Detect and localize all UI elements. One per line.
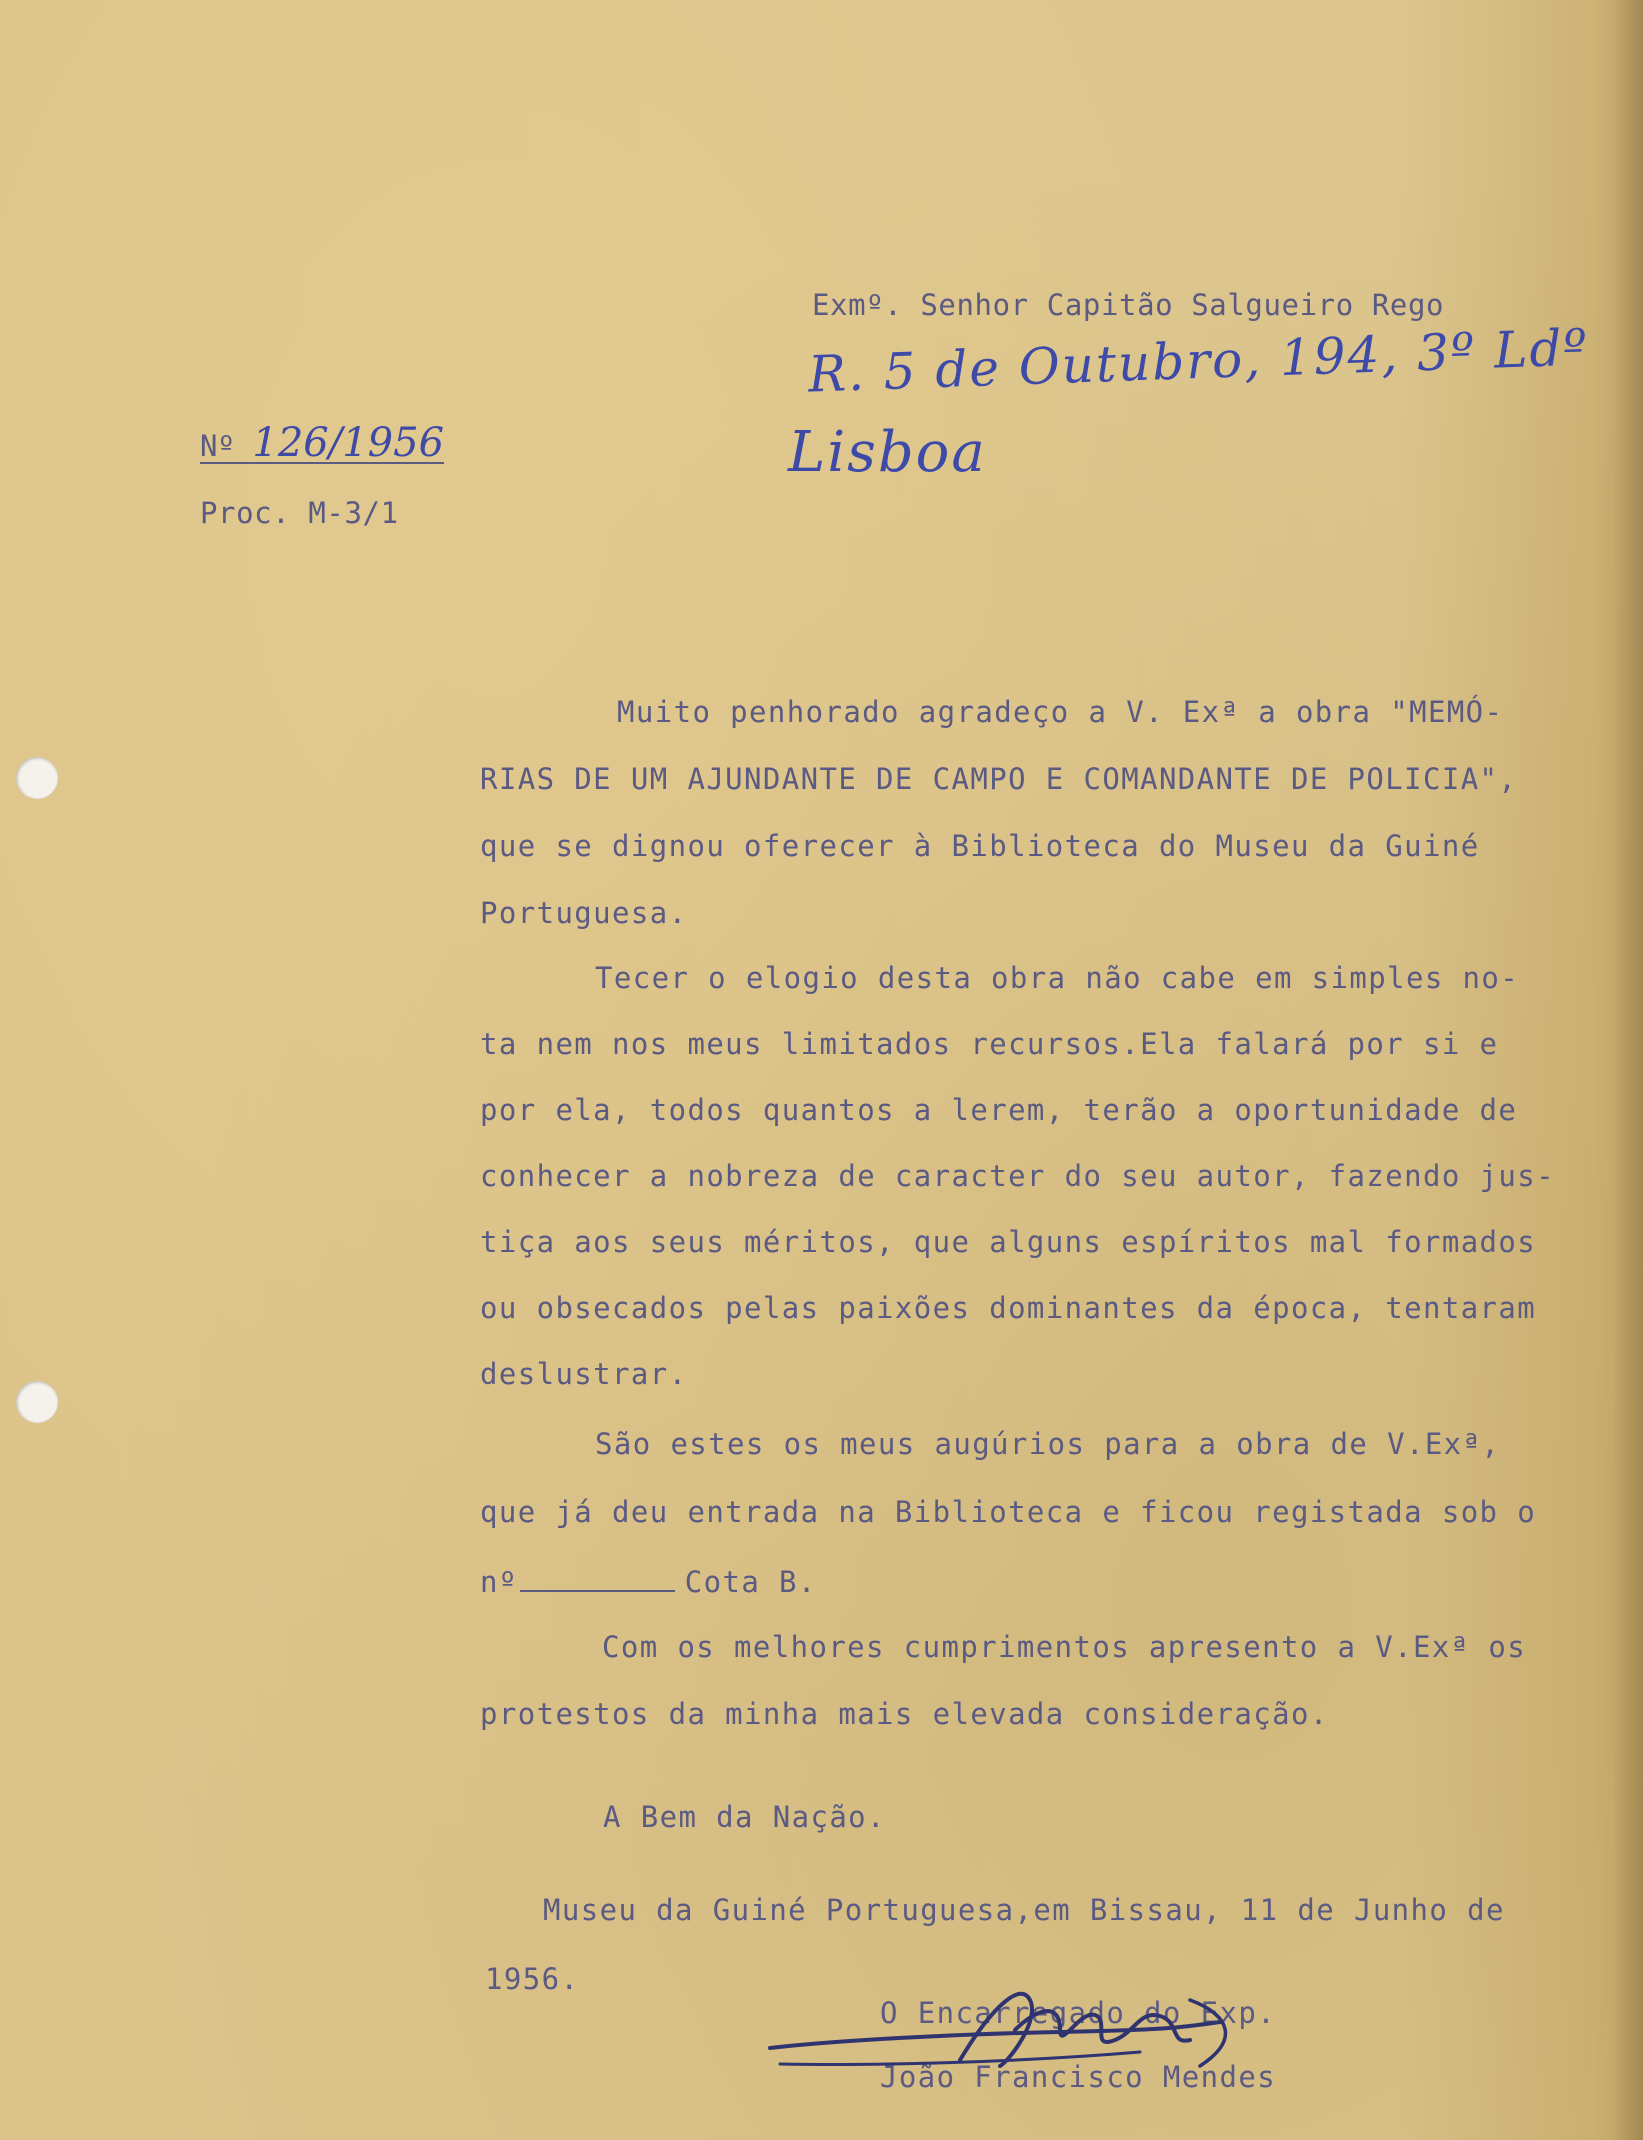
body-line: conhecer a nobreza de caracter do seu autor, fazendo jus-	[480, 1159, 1555, 1193]
paper-edge-shadow	[1613, 0, 1643, 2140]
closing-motto: A Bem da Nação.	[603, 1800, 886, 1834]
body-line: Tecer o elogio desta obra não cabe em simples no-	[595, 961, 1520, 995]
recipient-line: Exmº. Senhor Capitão Salgueiro Rego	[812, 288, 1445, 322]
body-line: RIAS DE UM AJUNDANTE DE CAMPO E COMANDANTE DE POLICIA",	[480, 762, 1518, 796]
body-line: Muito penhorado agradeço a V. Exª a obra "MEMÓ-	[617, 695, 1504, 729]
body-line: Portuguesa.	[480, 896, 688, 930]
punch-hole-top	[16, 757, 58, 799]
signatory-role: O Encarregado do Exp.	[880, 1996, 1277, 2030]
body-line: que se dignou oferecer à Biblioteca do Museu da Guiné	[480, 829, 1480, 863]
body-line: São estes os meus augúrios para a obra de V.Exª,	[595, 1427, 1501, 1461]
signatory-name: João Francisco Mendes	[880, 2060, 1277, 2094]
reference-number-handwritten: 126/1956	[252, 420, 445, 466]
body-line: ou obsecados pelas paixões dominantes da época, tentaram	[480, 1291, 1537, 1325]
reference-number-prefix: Nº	[200, 429, 235, 463]
body-line: protestos da minha mais elevada consideração.	[480, 1697, 1329, 1731]
handwritten-city: Lisboa	[788, 420, 987, 485]
registration-suffix: Cota B.	[684, 1565, 817, 1599]
registration-blank	[520, 1590, 675, 1592]
body-line: que já deu entrada na Biblioteca e ficou registada sob o	[480, 1495, 1537, 1529]
body-line: por ela, todos quantos a lerem, terão a oportunidade de	[480, 1093, 1518, 1127]
place-date-line: Museu da Guiné Portuguesa,em Bissau, 11 de Junho de	[543, 1893, 1505, 1927]
process-reference: Proc. M-3/1	[200, 496, 399, 530]
body-line: deslustrar.	[480, 1357, 688, 1391]
place-date-year: 1956.	[485, 1962, 580, 1996]
registration-prefix: nº	[480, 1565, 518, 1599]
handwritten-signature	[760, 1970, 1280, 2090]
body-line: Com os melhores cumprimentos apresento a V.Exª os	[602, 1630, 1527, 1664]
registration-line	[480, 1565, 817, 1599]
body-line: ta nem nos meus limitados recursos.Ela falará por si e	[480, 1027, 1499, 1061]
handwritten-address: R. 5 de Outubro, 194, 3º Ldº	[807, 318, 1590, 404]
reference-number	[200, 420, 444, 466]
punch-hole-bottom	[16, 1381, 58, 1423]
body-line: tiça aos seus méritos, que alguns espíritos mal formados	[480, 1225, 1537, 1259]
